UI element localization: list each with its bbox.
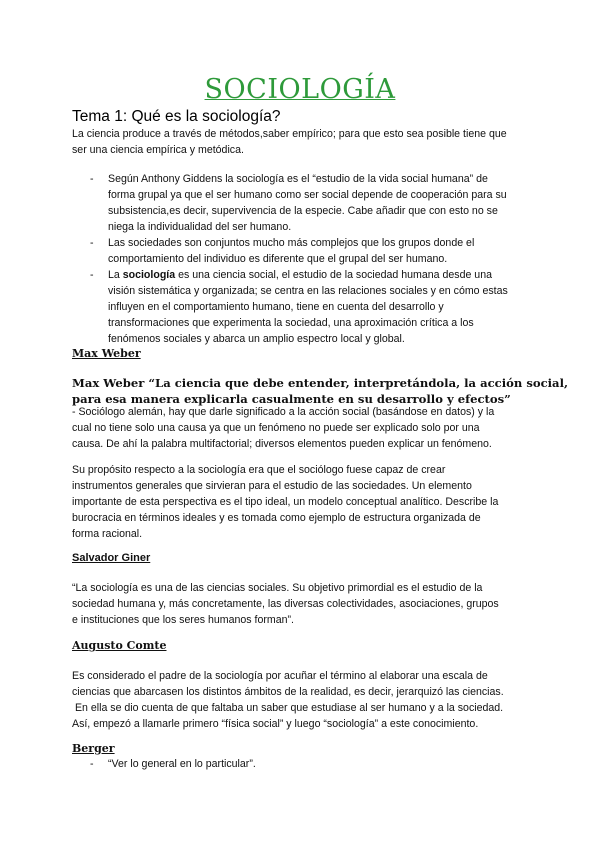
intro-paragraph (72, 126, 534, 158)
list-item (72, 756, 542, 772)
list-item (72, 267, 542, 347)
text-line: Es considerado el padre de la sociología por acuñar el término al elaborar una escala de (72, 670, 488, 682)
text-line: Las sociedades son conjuntos mucho más complejos que los grupos donde el (108, 237, 475, 249)
page-title: SOCIOLOGÍA (204, 74, 396, 105)
text-line: forma grupal ya que el ser humano como ser social depende de cooperación para su (108, 189, 507, 201)
text-line: niega la individualidad del ser humano. (108, 221, 292, 233)
text-fragment: es una ciencia social, el estudio de la sociedad humana desde una (175, 269, 492, 281)
text-line: ciencias que abarcasen los distintos ámbitos de la realidad, es decir, jerarquizó las ciencias. (72, 686, 504, 698)
text-line: ser una ciencia empírica y metódica. (72, 144, 244, 156)
text-line: Según Anthony Giddens la sociología es el “estudio de la vida social humana” de (108, 173, 488, 185)
giner-paragraph (72, 580, 534, 628)
text-line (108, 267, 542, 283)
section-heading-tema-1: Tema 1: Qué es la sociología? (72, 108, 281, 125)
bullet-dash: - (90, 269, 94, 281)
text-line: - Sociólogo alemán, hay que darle significado a la acción social (basándose en datos) y la (72, 406, 495, 418)
text-fragment: La (108, 269, 123, 281)
bold-term-sociologia: sociología (122, 269, 176, 281)
heading-salvador-giner: Salvador Giner (72, 552, 151, 564)
text-line: sociedad humana y, más concretamente, las diversas colectividades, asociaciones, grupos (72, 598, 499, 610)
text-line: Así, empezó a llamarle primero “física social” y luego “sociología” a este conocimiento. (72, 718, 479, 730)
text-line: importante de esta perspectiva es el tipo ideal, un modelo conceptual analítico. Describe la (72, 496, 499, 508)
text-line: causa. De ahí la palabra multifactorial; diversos elementos pueden explicar un fenómeno. (72, 438, 492, 450)
text-line: transformaciones que experimenta la sociedad, una aproximación crítica a los (108, 317, 474, 329)
berger-list (72, 756, 542, 772)
bullet-dash: - (90, 173, 94, 185)
bullet-dash: - (90, 237, 94, 249)
text-line: subsistencia,es decir, supervivencia de la especie. Cabe añadir que con esto no se (108, 205, 498, 217)
weber-paragraph-2 (72, 462, 534, 542)
text-line: comportamiento del individuo es diferente que el grupal del ser humano. (108, 253, 448, 265)
text-line: Max Weber “La ciencia que debe entender, interpretándola, la acción social, (72, 376, 569, 390)
text-line: burocracia en términos ideales y es tomada como ejemplo de estructura organizada de (72, 512, 481, 524)
list-item (72, 171, 542, 235)
weber-paragraph-1 (72, 404, 534, 452)
text-line: influyen en el comportamiento humano, tiene en cuenta del desarrollo y (108, 301, 444, 313)
definitions-list (72, 171, 542, 347)
list-item (72, 235, 542, 267)
text-line: “La sociología es una de las ciencias sociales. Su objetivo primordial es el estudio de la (72, 582, 483, 594)
bullet-dash: - (90, 758, 94, 770)
weber-quote (72, 375, 569, 407)
text-line: “Ver lo general en lo particular”. (108, 758, 256, 770)
text-line: cual no tiene solo una causa ya que un fenómeno no puede ser explicado solo por una (72, 422, 480, 434)
heading-max-weber: Max Weber (72, 347, 141, 360)
text-line: visión sistemática y organizada; se centra en las relaciones sociales y en cómo estas (108, 285, 508, 297)
text-line: e instituciones que los seres humanos forman”. (72, 614, 294, 626)
text-line: fenómenos sociales y abarca un amplio espectro local y global. (108, 333, 405, 345)
text-line: instrumentos generales que sirvieran para el estudio de las sociedades. Un elemento (72, 480, 472, 492)
comte-paragraph (72, 668, 534, 732)
text-line: para esa manera explicarla casualmente en su desarrollo y efectos” (72, 392, 511, 406)
text-line: Su propósito respecto a la sociología era que el sociólogo fuese capaz de crear (72, 464, 446, 476)
text-line: En ella se dio cuenta de que faltaba un saber que estudiase al ser humano y a la sociedad. (72, 702, 504, 714)
heading-berger: Berger (72, 742, 115, 755)
text-line: forma racional. (72, 528, 143, 540)
heading-augusto-comte: Augusto Comte (72, 639, 167, 652)
text-line: La ciencia produce a través de métodos,saber empírico; para que esto sea posible tiene que (72, 128, 507, 140)
